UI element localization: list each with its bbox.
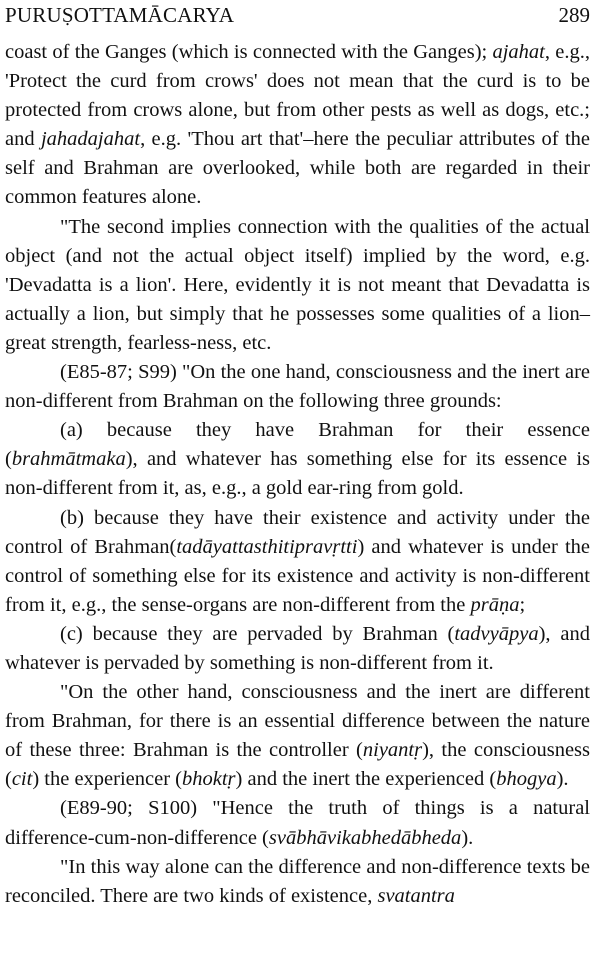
text-run: "In this way alone can the difference and non-difference texts be reconciled. There are two kinds of existence, bbox=[5, 855, 590, 907]
paragraph bbox=[5, 678, 590, 794]
text-run: , e.g., 'Protect the curd from crows' does not mean that the curd is to be protected from crows alone, but from other pests as well as dogs, etc.; and bbox=[5, 41, 590, 151]
paragraph bbox=[5, 38, 590, 213]
italic-term: jahadajahat bbox=[40, 128, 141, 151]
text-run: (a) because they have Brahman for their essence ( bbox=[5, 419, 590, 471]
italic-term: niyantṛ bbox=[362, 739, 423, 762]
text-run: ), and whatever is pervaded by something is non-different from it. bbox=[5, 622, 590, 674]
paragraph bbox=[5, 794, 590, 852]
page-number: 289 bbox=[558, 3, 590, 27]
running-head bbox=[5, 2, 590, 28]
text-run: (b) because they have their existence and activity under the control of Brahman( bbox=[5, 506, 590, 558]
text-run: "The second implies connection with the qualities of the actual object (and not the actual object itself) implied by the word, e.g. 'Devadatta is a lion'. Here, evidently it is not meant that Devadatta is actually a lion, but simply that he possesses some qualities of a lion–great strength, fearless-ness, etc. bbox=[5, 215, 590, 354]
italic-term: prāṇa bbox=[470, 593, 520, 616]
italic-term: bhogya bbox=[496, 768, 557, 791]
text-run: (E85-87; S99) "On the one hand, consciousness and the inert are non-different from Brahman on the following three grounds: bbox=[5, 361, 590, 413]
italic-term: brahmātmaka bbox=[11, 448, 126, 471]
text-run: ) and the inert the experienced ( bbox=[235, 768, 497, 791]
text-run: (E89-90; S100) "Hence the truth of things is a natural difference-cum-non-difference ( bbox=[5, 797, 590, 849]
paragraph bbox=[5, 416, 590, 503]
italic-term: svābhāvikabhedābheda bbox=[268, 826, 462, 849]
text-run: ; bbox=[519, 593, 526, 616]
text-run: (c) because they are pervaded by Brahman ( bbox=[60, 622, 455, 645]
text-run: ). bbox=[461, 826, 474, 849]
text-run: ). bbox=[556, 768, 569, 791]
italic-term: tadāyattasthitipravṛtti bbox=[176, 535, 358, 558]
italic-term: ajahat bbox=[492, 41, 545, 63]
text-run: ) and whatever is under the control of something else for its existence and activity is non-different from it, e.g., the sense-organs are non-different from the bbox=[5, 535, 590, 616]
text-run: , e.g. 'Thou art that'–here the peculiar attributes of the self and Brahman are overlooked, while both are regarded in their common features alone. bbox=[5, 128, 591, 209]
running-title: PURUṢOTTAMĀCARYA bbox=[5, 3, 235, 27]
paragraph bbox=[5, 853, 590, 911]
italic-term: svatantra bbox=[377, 884, 455, 907]
italic-term: tadvyāpya bbox=[454, 622, 539, 645]
text-run: coast of the Ganges (which is connected with the Ganges); bbox=[5, 41, 493, 63]
paragraph bbox=[5, 213, 590, 358]
paragraph bbox=[5, 504, 590, 620]
text-run: "On the other hand, consciousness and the inert are different from Brahman, for there is an essential difference between the nature of these three: Brahman is the controller ( bbox=[5, 681, 590, 762]
text-run: ), and whatever has something else for its essence is non-different from it, as, e.g., a gold ear-ring from gold. bbox=[5, 448, 590, 500]
text-run: ) the experiencer ( bbox=[32, 768, 182, 791]
paragraph bbox=[5, 358, 590, 416]
text-run: ), the consciousness ( bbox=[5, 739, 590, 791]
italic-term: bhoktṛ bbox=[182, 768, 236, 791]
body-text bbox=[5, 38, 590, 911]
paragraph bbox=[5, 620, 590, 678]
italic-term: cit bbox=[11, 768, 33, 791]
